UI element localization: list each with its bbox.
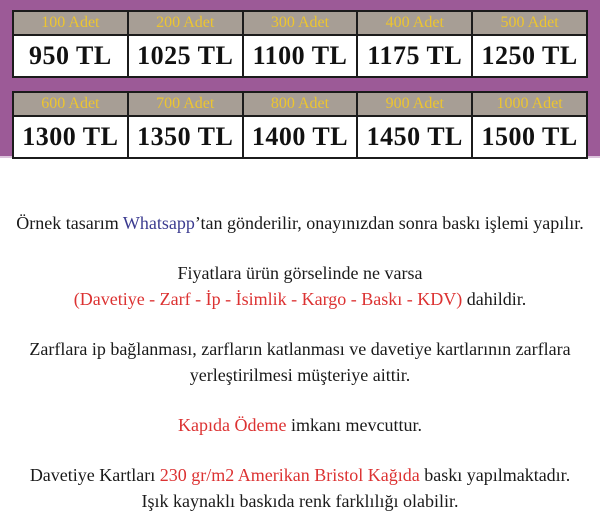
note-line (11, 286, 589, 312)
quantity-header-cell: 300 Adet (243, 11, 358, 35)
note-line (11, 462, 589, 488)
note-line (11, 412, 589, 438)
note-paragraph-3 (11, 336, 589, 388)
note-line (11, 488, 589, 514)
note-paragraph-4 (11, 412, 589, 438)
price-cell: 1250 TL (472, 35, 587, 77)
price-table-2 (12, 91, 588, 159)
quantity-header-cell: 100 Adet (13, 11, 128, 35)
price-value-row (13, 116, 587, 158)
note-text-segment: ’tan gönderilir, onayınızdan sonra baskı işlemi yapılır. (194, 213, 584, 233)
quantity-header-cell: 900 Adet (357, 92, 472, 116)
quantity-header-row (13, 92, 587, 116)
note-line (11, 336, 589, 362)
price-cell: 1175 TL (357, 35, 472, 77)
quantity-header-cell: 200 Adet (128, 11, 243, 35)
note-text-segment: dahildir. (462, 289, 527, 309)
note-text-segment: 230 gr/m2 Amerikan Bristol Kağıda (159, 465, 420, 485)
note-line (11, 362, 589, 388)
note-line (11, 210, 589, 236)
note-text-segment: Işık kaynaklı baskıda renk farklılığı olabilir. (141, 491, 459, 511)
note-paragraph-1 (11, 210, 589, 236)
note-text-segment: baskı yapılmaktadır. (419, 465, 571, 485)
quantity-header-cell: 800 Adet (243, 92, 358, 116)
price-cell: 950 TL (13, 35, 128, 77)
note-text-segment: Zarflara ip bağlanması, zarfların katlanması ve davetiye kartlarının zarflara (29, 339, 571, 359)
quantity-header-cell: 400 Adet (357, 11, 472, 35)
note-paragraph-5 (11, 462, 589, 514)
note-text-segment: imkanı mevcuttur. (286, 415, 422, 435)
note-text-segment: Whatsapp (122, 213, 195, 233)
price-cell: 1025 TL (128, 35, 243, 77)
quantity-header-cell: 500 Adet (472, 11, 587, 35)
price-table-1 (12, 10, 588, 78)
quantity-header-cell: 600 Adet (13, 92, 128, 116)
price-cell: 1400 TL (243, 116, 358, 158)
note-text-segment: Fiyatlara ürün görselinde ne varsa (177, 263, 423, 283)
note-text-segment: Davetiye Kartları (29, 465, 160, 485)
quantity-header-cell: 1000 Adet (472, 92, 587, 116)
quantity-header-row (13, 11, 587, 35)
price-cell: 1100 TL (243, 35, 358, 77)
price-cell: 1500 TL (472, 116, 587, 158)
note-text-segment: Örnek tasarım (16, 213, 123, 233)
price-cell: 1350 TL (128, 116, 243, 158)
note-text-segment: yerleştirilmesi müşteriye aittir. (189, 365, 411, 385)
note-text-segment: (Davetiye - Zarf - İp - İsimlik - Kargo - Baskı - KDV) (73, 289, 463, 309)
note-text-segment: Kapıda Ödeme (178, 415, 287, 435)
price-banner (0, 0, 600, 158)
note-line (11, 260, 589, 286)
quantity-header-cell: 700 Adet (128, 92, 243, 116)
price-cell: 1300 TL (13, 116, 128, 158)
price-cell: 1450 TL (357, 116, 472, 158)
price-value-row (13, 35, 587, 77)
note-paragraph-2 (11, 260, 589, 312)
notes-section (0, 210, 600, 514)
